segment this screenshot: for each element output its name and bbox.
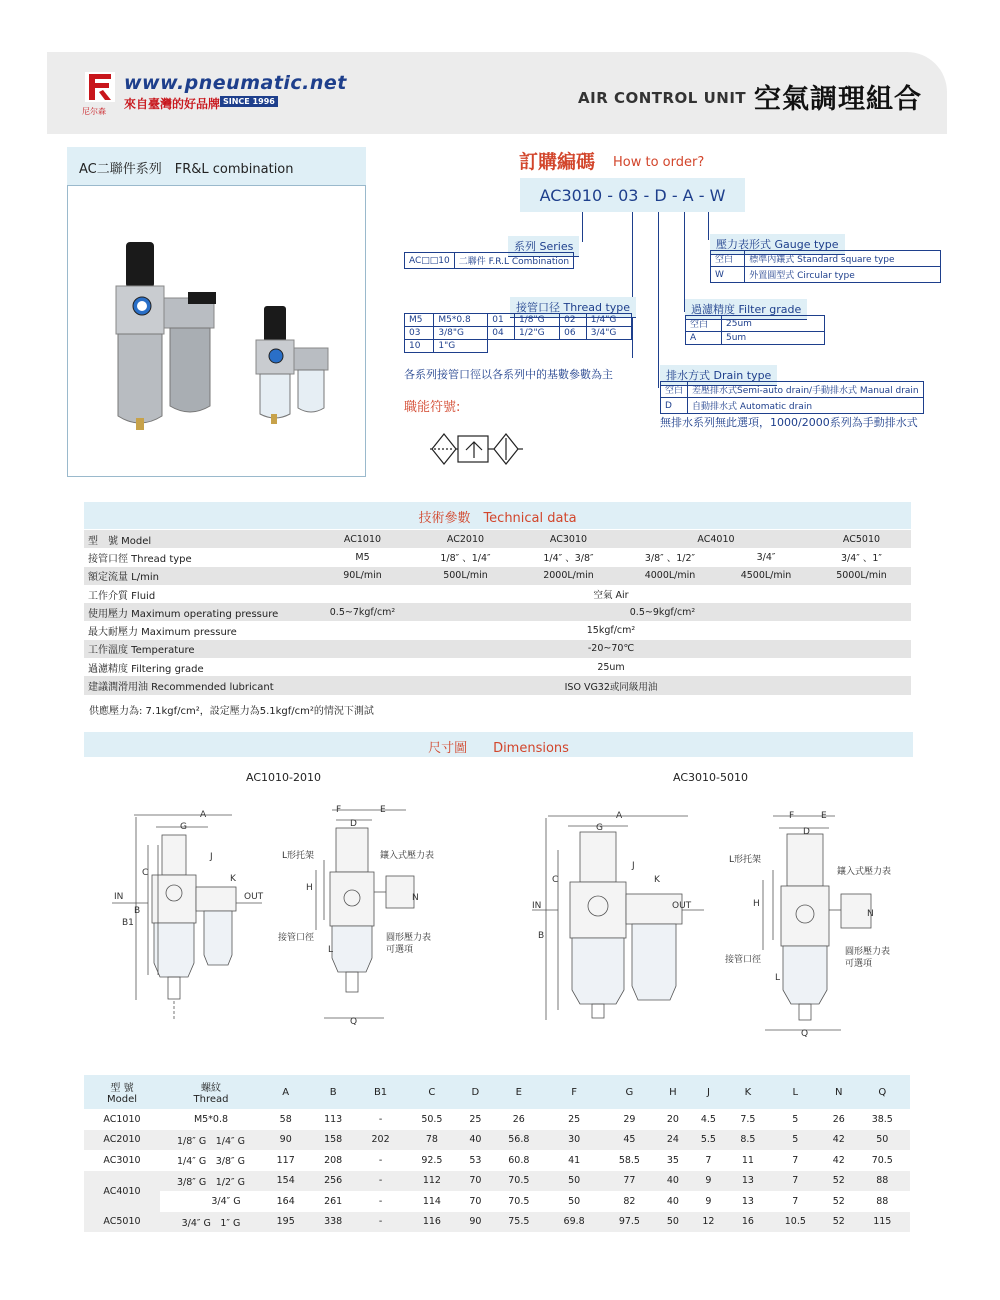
tech-data-table <box>84 530 911 695</box>
tech-cell: 90L/min <box>311 567 414 585</box>
model-cell: AC2010 <box>84 1130 160 1151</box>
tech-cell: 1/4″ 、3/8″ <box>543 553 594 565</box>
dimensions-title: 尺寸圖 Dimensions <box>84 732 913 757</box>
port-label: 接管口徑 <box>725 955 762 965</box>
dim-cell: 58 <box>279 1113 292 1125</box>
dim-cell: 114 <box>422 1195 441 1207</box>
thread-cell: 1/2"G <box>514 327 559 340</box>
header-en: A <box>262 1075 309 1109</box>
dim-cell: 42 <box>823 1130 855 1151</box>
dim-cell: 69.8 <box>546 1212 601 1233</box>
dim-cell: 208 <box>324 1154 343 1166</box>
model-cell: AC1010 <box>103 1113 141 1125</box>
dim-cell: 29 <box>623 1113 636 1125</box>
thread-cell: 1/8″ G 1/4″ G <box>160 1130 262 1151</box>
gauge-code: W <box>711 267 745 283</box>
dim-cell: 7 <box>705 1154 712 1166</box>
dim-cell: 35 <box>666 1154 679 1166</box>
dim-cell: 7 <box>792 1195 799 1207</box>
tech-row-label: 型 號 Model <box>84 530 311 548</box>
ac1010-front-view-drawing <box>112 805 267 1035</box>
dim-cell: - <box>378 1113 383 1125</box>
dim-cell: 70 <box>469 1195 482 1207</box>
header-en: B <box>309 1075 356 1109</box>
header-en: Model <box>106 1094 138 1105</box>
dim-letter: A <box>616 811 623 821</box>
drain-type-table <box>660 381 924 414</box>
tech-row-label: 使用壓力 Maximum operating pressure <box>84 603 311 621</box>
dim-letter: J <box>210 852 213 862</box>
ac3010-side-view-drawing <box>725 810 905 1040</box>
dim-cell: 9 <box>689 1171 729 1192</box>
filter-desc: 5um <box>722 332 825 345</box>
dim-cell: 256 <box>309 1171 356 1192</box>
thread-cell: 01 <box>488 314 515 327</box>
tech-row-label: 建議潤滑用油 Recommended lubricant <box>84 676 311 694</box>
tech-cell: 500L/min <box>414 567 517 585</box>
dim-cell: 38.5 <box>871 1113 893 1125</box>
in-label: IN <box>532 901 542 911</box>
tech-cell: 2000L/min <box>517 567 620 585</box>
table-row <box>84 1191 910 1212</box>
dim-cell: 90 <box>460 1212 492 1233</box>
dim-cell: 158 <box>309 1130 356 1151</box>
dim-cell: 112 <box>404 1171 459 1192</box>
thread-type-table <box>404 313 632 353</box>
logo-subtext: 尼尔森 <box>82 107 106 116</box>
dim-cell: 50 <box>855 1130 910 1151</box>
tech-row-label: 最大耐壓力 Maximum pressure <box>88 627 237 639</box>
connector-line <box>632 212 633 358</box>
dim-cell: 202 <box>357 1130 404 1151</box>
header-en: Q <box>855 1075 910 1109</box>
dim-cell: 30 <box>546 1130 601 1151</box>
dim-letter: F <box>336 805 342 815</box>
round-gauge-label: 圓形壓力表 <box>386 933 432 943</box>
dim-cell: 70.5 <box>871 1154 893 1166</box>
dim-cell: 52 <box>823 1212 855 1233</box>
dim-cell: 41 <box>568 1154 581 1166</box>
dim-cell: - <box>378 1195 383 1207</box>
drain-code: 空白 <box>661 382 688 398</box>
model-cell: AC5010 <box>84 1212 160 1233</box>
dim-cell: 50 <box>546 1171 601 1192</box>
filter-code: 空白 <box>686 316 722 332</box>
header-en: J <box>689 1075 729 1109</box>
tech-row-label: 額定流量 L/min <box>84 567 311 585</box>
dim-letter: E <box>821 811 827 821</box>
dim-cell: 88 <box>855 1171 910 1192</box>
thread-cell: M5*0.8 <box>434 314 488 327</box>
dim-cell: 13 <box>728 1171 768 1192</box>
embedded-gauge-label: 鑲入式壓力表 <box>380 851 435 861</box>
tech-cell: 1/8″ 、1/4″ <box>440 553 491 565</box>
dim-cell: 25 <box>469 1113 482 1125</box>
bracket-label: L形托架 <box>729 855 762 865</box>
dim-cell: 60.8 <box>508 1154 530 1166</box>
order-title-zh: 訂購編碼 <box>519 151 596 173</box>
table-row <box>84 1150 910 1171</box>
table-row <box>84 1130 910 1151</box>
dim-letter: G <box>180 822 187 832</box>
tech-footnote: 供應壓力為: 7.1kgf/cm²，設定壓力為5.1kgf/cm²的情況下測試 <box>89 706 374 717</box>
dim-cell: 92.5 <box>421 1154 443 1166</box>
connector-line <box>708 212 709 240</box>
dim-cell: 26 <box>832 1113 845 1125</box>
dim-cell: 5 <box>768 1130 823 1151</box>
tech-model: AC4010 <box>620 530 812 548</box>
order-title-en: How to order? <box>613 155 705 170</box>
dim-cell: 338 <box>309 1212 356 1233</box>
tech-model: AC1010 <box>311 530 414 548</box>
dim-cell: 26 <box>512 1113 525 1125</box>
thread-cell: 3/8"G <box>434 327 488 340</box>
page-title-zh: 空氣調理組合 <box>754 84 922 115</box>
connector-line <box>582 212 583 242</box>
dim-cell: 75.5 <box>491 1212 546 1233</box>
tech-cell: 3/4″ 、1″ <box>841 553 882 565</box>
embedded-gauge-label: 鑲入式壓力表 <box>837 867 892 877</box>
thread-cell: 06 <box>560 327 587 340</box>
dim-cell: 154 <box>262 1171 309 1192</box>
tech-cell: M5 <box>355 551 370 563</box>
dim-letter: D <box>803 827 810 837</box>
dim-cell: 7.5 <box>740 1113 756 1125</box>
header-en: K <box>728 1075 768 1109</box>
dim-cell: 56.8 <box>491 1130 546 1151</box>
dim-cell: 42 <box>832 1154 845 1166</box>
dim-cell: 52 <box>832 1195 845 1207</box>
brand-logo-icon <box>83 70 117 108</box>
header-en: Thread <box>193 1094 229 1105</box>
dim-cell: 50 <box>568 1195 581 1207</box>
ac1010-side-view-drawing <box>276 800 446 1030</box>
header-zh: 螺紋 <box>201 1083 221 1094</box>
tech-cell: 空氣 Air <box>593 590 629 602</box>
brand-url: www.pneumatic.net <box>124 72 347 94</box>
dim-cell: 8.5 <box>728 1130 768 1151</box>
filter-grade-label: 過濾精度 Filter grade <box>685 299 807 320</box>
table-row <box>84 1212 910 1233</box>
tech-model: AC5010 <box>812 530 911 548</box>
tech-cell: ISO VG32或同級用油 <box>311 676 911 694</box>
series-table <box>404 252 574 269</box>
dim-cell: 9 <box>705 1195 712 1207</box>
tech-model: AC3010 <box>517 530 620 548</box>
dim-letter: B <box>538 931 545 941</box>
tech-cell: 4000L/min <box>620 567 720 585</box>
round-gauge-label: 圓形壓力表 <box>845 947 891 957</box>
header-en: L <box>768 1075 823 1109</box>
connector-line <box>658 212 659 388</box>
dim-cell: 20 <box>666 1113 679 1125</box>
product-series-label: AC二聯件系列 FR&L combination <box>67 147 366 185</box>
dim-cell: 7 <box>768 1171 823 1192</box>
dim-letter: N <box>412 893 419 903</box>
dim-cell: 117 <box>276 1154 295 1166</box>
dim-cell: 4.5 <box>700 1113 716 1125</box>
dim-cell: 70.5 <box>508 1195 530 1207</box>
dim-cell: 53 <box>469 1154 482 1166</box>
model-cell: AC3010 <box>103 1154 141 1166</box>
dims-body <box>84 1109 910 1232</box>
header-en: F <box>546 1075 601 1109</box>
thread-cell: 3/4″ G 1″ G <box>160 1212 262 1233</box>
tech-cell: 0.5~9kgf/cm² <box>414 603 911 621</box>
thread-cell: 1"G <box>434 340 488 353</box>
tech-data-title: 技術參數 Technical data <box>84 502 911 529</box>
header-en: B1 <box>357 1075 404 1109</box>
optional-label: 可選項 <box>845 959 873 969</box>
brand-since-badge: SINCE 1996 <box>220 96 278 107</box>
dim-cell: 113 <box>324 1113 343 1125</box>
dim-cell: 97.5 <box>602 1212 657 1233</box>
thread-cell: 02 <box>560 314 587 327</box>
left-drawing-title: AC1010-2010 <box>246 771 321 784</box>
dimensions-table <box>84 1075 910 1232</box>
dim-cell: 77 <box>602 1171 657 1192</box>
tech-row-label: 過濾精度 Filtering grade <box>88 663 204 675</box>
dim-cell: 90 <box>262 1130 309 1151</box>
dim-cell: 88 <box>876 1195 889 1207</box>
dim-letter: C <box>552 875 559 885</box>
in-label: IN <box>114 892 124 902</box>
table-row <box>84 1109 910 1130</box>
thread-cell: 1/8"G <box>514 314 559 327</box>
header-en: G <box>602 1075 657 1109</box>
tech-row-label: 接管口徑 Thread type <box>88 553 192 565</box>
dim-cell: 58.5 <box>618 1154 640 1166</box>
frl-symbol-icon <box>430 430 524 468</box>
brand-slogan: 來自臺灣的好品牌 <box>124 97 221 111</box>
header-en: C <box>404 1075 459 1109</box>
bracket-label: L形托架 <box>282 851 315 861</box>
dim-cell: - <box>357 1171 404 1192</box>
thread-note: 各系列接管口徑以各系列中的基數參數為主 <box>404 368 613 381</box>
thread-cell: M5 <box>405 314 434 327</box>
dim-cell: 40 <box>460 1130 492 1151</box>
tech-cell: 15kgf/cm² <box>586 625 636 637</box>
dim-cell: 5.5 <box>689 1130 729 1151</box>
dim-letter: J <box>632 861 635 871</box>
dim-letter: F <box>789 811 795 821</box>
dim-cell: 16 <box>728 1212 768 1233</box>
ac3010-front-view-drawing <box>528 810 708 1035</box>
dim-letter: N <box>867 909 874 919</box>
drain-code: D <box>661 398 688 414</box>
dim-cell: 78 <box>404 1130 459 1151</box>
tech-cell: 5000L/min <box>812 567 911 585</box>
dim-cell: 11 <box>741 1154 754 1166</box>
dim-letter: A <box>200 810 207 820</box>
filter-grade-table <box>685 315 825 345</box>
filter-desc: 25um <box>722 316 825 332</box>
thread-cell: M5*0.8 <box>193 1113 229 1125</box>
port-label: 接管口徑 <box>278 933 315 943</box>
header-en: N <box>823 1075 855 1109</box>
tech-cell: -20~70℃ <box>311 640 911 658</box>
thread-cell: 3/4″ G <box>211 1195 241 1207</box>
thread-cell: 3/8″ G 1/2″ G <box>160 1171 262 1192</box>
dim-letter: L <box>775 973 781 983</box>
dim-letter: H <box>306 883 313 893</box>
dim-cell: 261 <box>324 1195 343 1207</box>
dim-cell: 164 <box>276 1195 295 1207</box>
header-en: E <box>491 1075 546 1109</box>
dim-cell: 25 <box>568 1113 581 1125</box>
product-photo-illustration <box>68 186 365 476</box>
dim-cell: 13 <box>741 1195 754 1207</box>
connector-line <box>684 212 685 312</box>
gauge-desc: 外置圓型式 Circular type <box>745 267 941 283</box>
dim-letter: C <box>142 868 149 878</box>
tech-cell: 4500L/min <box>720 567 812 585</box>
dims-header-row <box>84 1075 910 1109</box>
symbol-label: 職能符號: <box>404 400 461 415</box>
drain-note: 無排水系列無此選項，1000/2000系列為手動排水式 <box>660 416 918 429</box>
thread-cell: 1/4"G <box>586 314 631 327</box>
dim-letter: B1 <box>122 918 134 928</box>
dim-letter: H <box>753 899 760 909</box>
table-row <box>84 1171 910 1192</box>
gauge-desc: 標準內鑲式 Standard square type <box>745 251 941 267</box>
product-photo-frame <box>67 185 366 477</box>
right-drawing-title: AC3010-5010 <box>673 771 748 784</box>
dim-cell: 10.5 <box>768 1212 823 1233</box>
dim-cell: 24 <box>657 1130 689 1151</box>
dim-cell: 195 <box>262 1212 309 1233</box>
header-en: D <box>460 1075 492 1109</box>
tech-row-label: 工作介質 Fluid <box>88 590 156 602</box>
page-title-en: AIR CONTROL UNIT <box>578 89 747 107</box>
dim-cell: 12 <box>689 1212 729 1233</box>
series-label: 系列 Series <box>508 236 579 257</box>
thread-cell: 3/4"G <box>586 327 631 340</box>
tech-cell: 25um <box>597 661 625 673</box>
thread-cell: 10 <box>405 340 434 353</box>
out-label: OUT <box>672 901 692 911</box>
tech-model: AC2010 <box>414 530 517 548</box>
dim-cell: 52 <box>823 1171 855 1192</box>
thread-cell: 1/4″ G 3/8″ G <box>177 1156 245 1168</box>
dim-cell: 40 <box>657 1171 689 1192</box>
dim-cell: - <box>357 1212 404 1233</box>
dim-letter: E <box>380 805 386 815</box>
filter-code: A <box>686 332 722 345</box>
dim-cell: - <box>378 1154 383 1166</box>
dim-cell: 50 <box>657 1212 689 1233</box>
large-frl-unit-illustration <box>116 242 216 430</box>
out-label: OUT <box>244 892 264 902</box>
dim-cell: 115 <box>855 1212 910 1233</box>
dim-letter: D <box>350 819 357 829</box>
tech-cell: 0.5~7kgf/cm² <box>311 603 414 621</box>
dim-cell: 82 <box>623 1195 636 1207</box>
thread-type-label: 接管口径 Thread type <box>510 297 636 318</box>
dim-letter: B <box>134 906 141 916</box>
header-en: H <box>657 1075 689 1109</box>
dim-letter: G <box>596 823 603 833</box>
series-code: AC□□10 <box>405 253 455 269</box>
dim-cell: 116 <box>404 1212 459 1233</box>
gauge-type-label: 壓力表形式 Gauge type <box>710 234 845 255</box>
dim-cell: 50.5 <box>421 1113 443 1125</box>
dim-cell: 5 <box>792 1113 799 1125</box>
model-cell: AC4010 <box>84 1171 160 1212</box>
dim-cell: 70.5 <box>491 1171 546 1192</box>
header-zh: 型 號 <box>110 1083 134 1094</box>
dim-letter: K <box>654 875 660 885</box>
dim-letter: Q <box>350 1017 358 1027</box>
drain-desc: 差壓排水式Semi-auto drain/手動排水式 Manual drain <box>688 382 924 398</box>
drain-type-label: 排水方式 Drain type <box>660 365 777 386</box>
dim-letter: Q <box>801 1029 809 1039</box>
thread-cell: 03 <box>405 327 434 340</box>
dim-letter: K <box>230 874 236 884</box>
dim-cell: 45 <box>602 1130 657 1151</box>
small-frl-unit-illustration <box>256 306 328 424</box>
thread-cell: 04 <box>488 327 515 340</box>
tech-cell: 3/4″ <box>756 551 776 563</box>
dim-letter: L <box>328 945 334 955</box>
tech-row-label: 工作溫度 Temperature <box>84 640 311 658</box>
series-desc: 二聯件 F.R.L Combination <box>454 253 573 269</box>
optional-label: 可選項 <box>386 945 414 955</box>
dim-cell: 7 <box>792 1154 799 1166</box>
gauge-type-table <box>710 250 941 283</box>
order-code-example: AC3010 - 03 - D - A - W <box>520 178 745 212</box>
drain-desc: 自動排水式 Automatic drain <box>688 398 924 414</box>
dim-cell: 70 <box>460 1171 492 1192</box>
tech-cell: 3/8″ 、1/2″ <box>644 553 696 565</box>
dim-cell: 40 <box>666 1195 679 1207</box>
gauge-code: 空白 <box>711 251 745 267</box>
